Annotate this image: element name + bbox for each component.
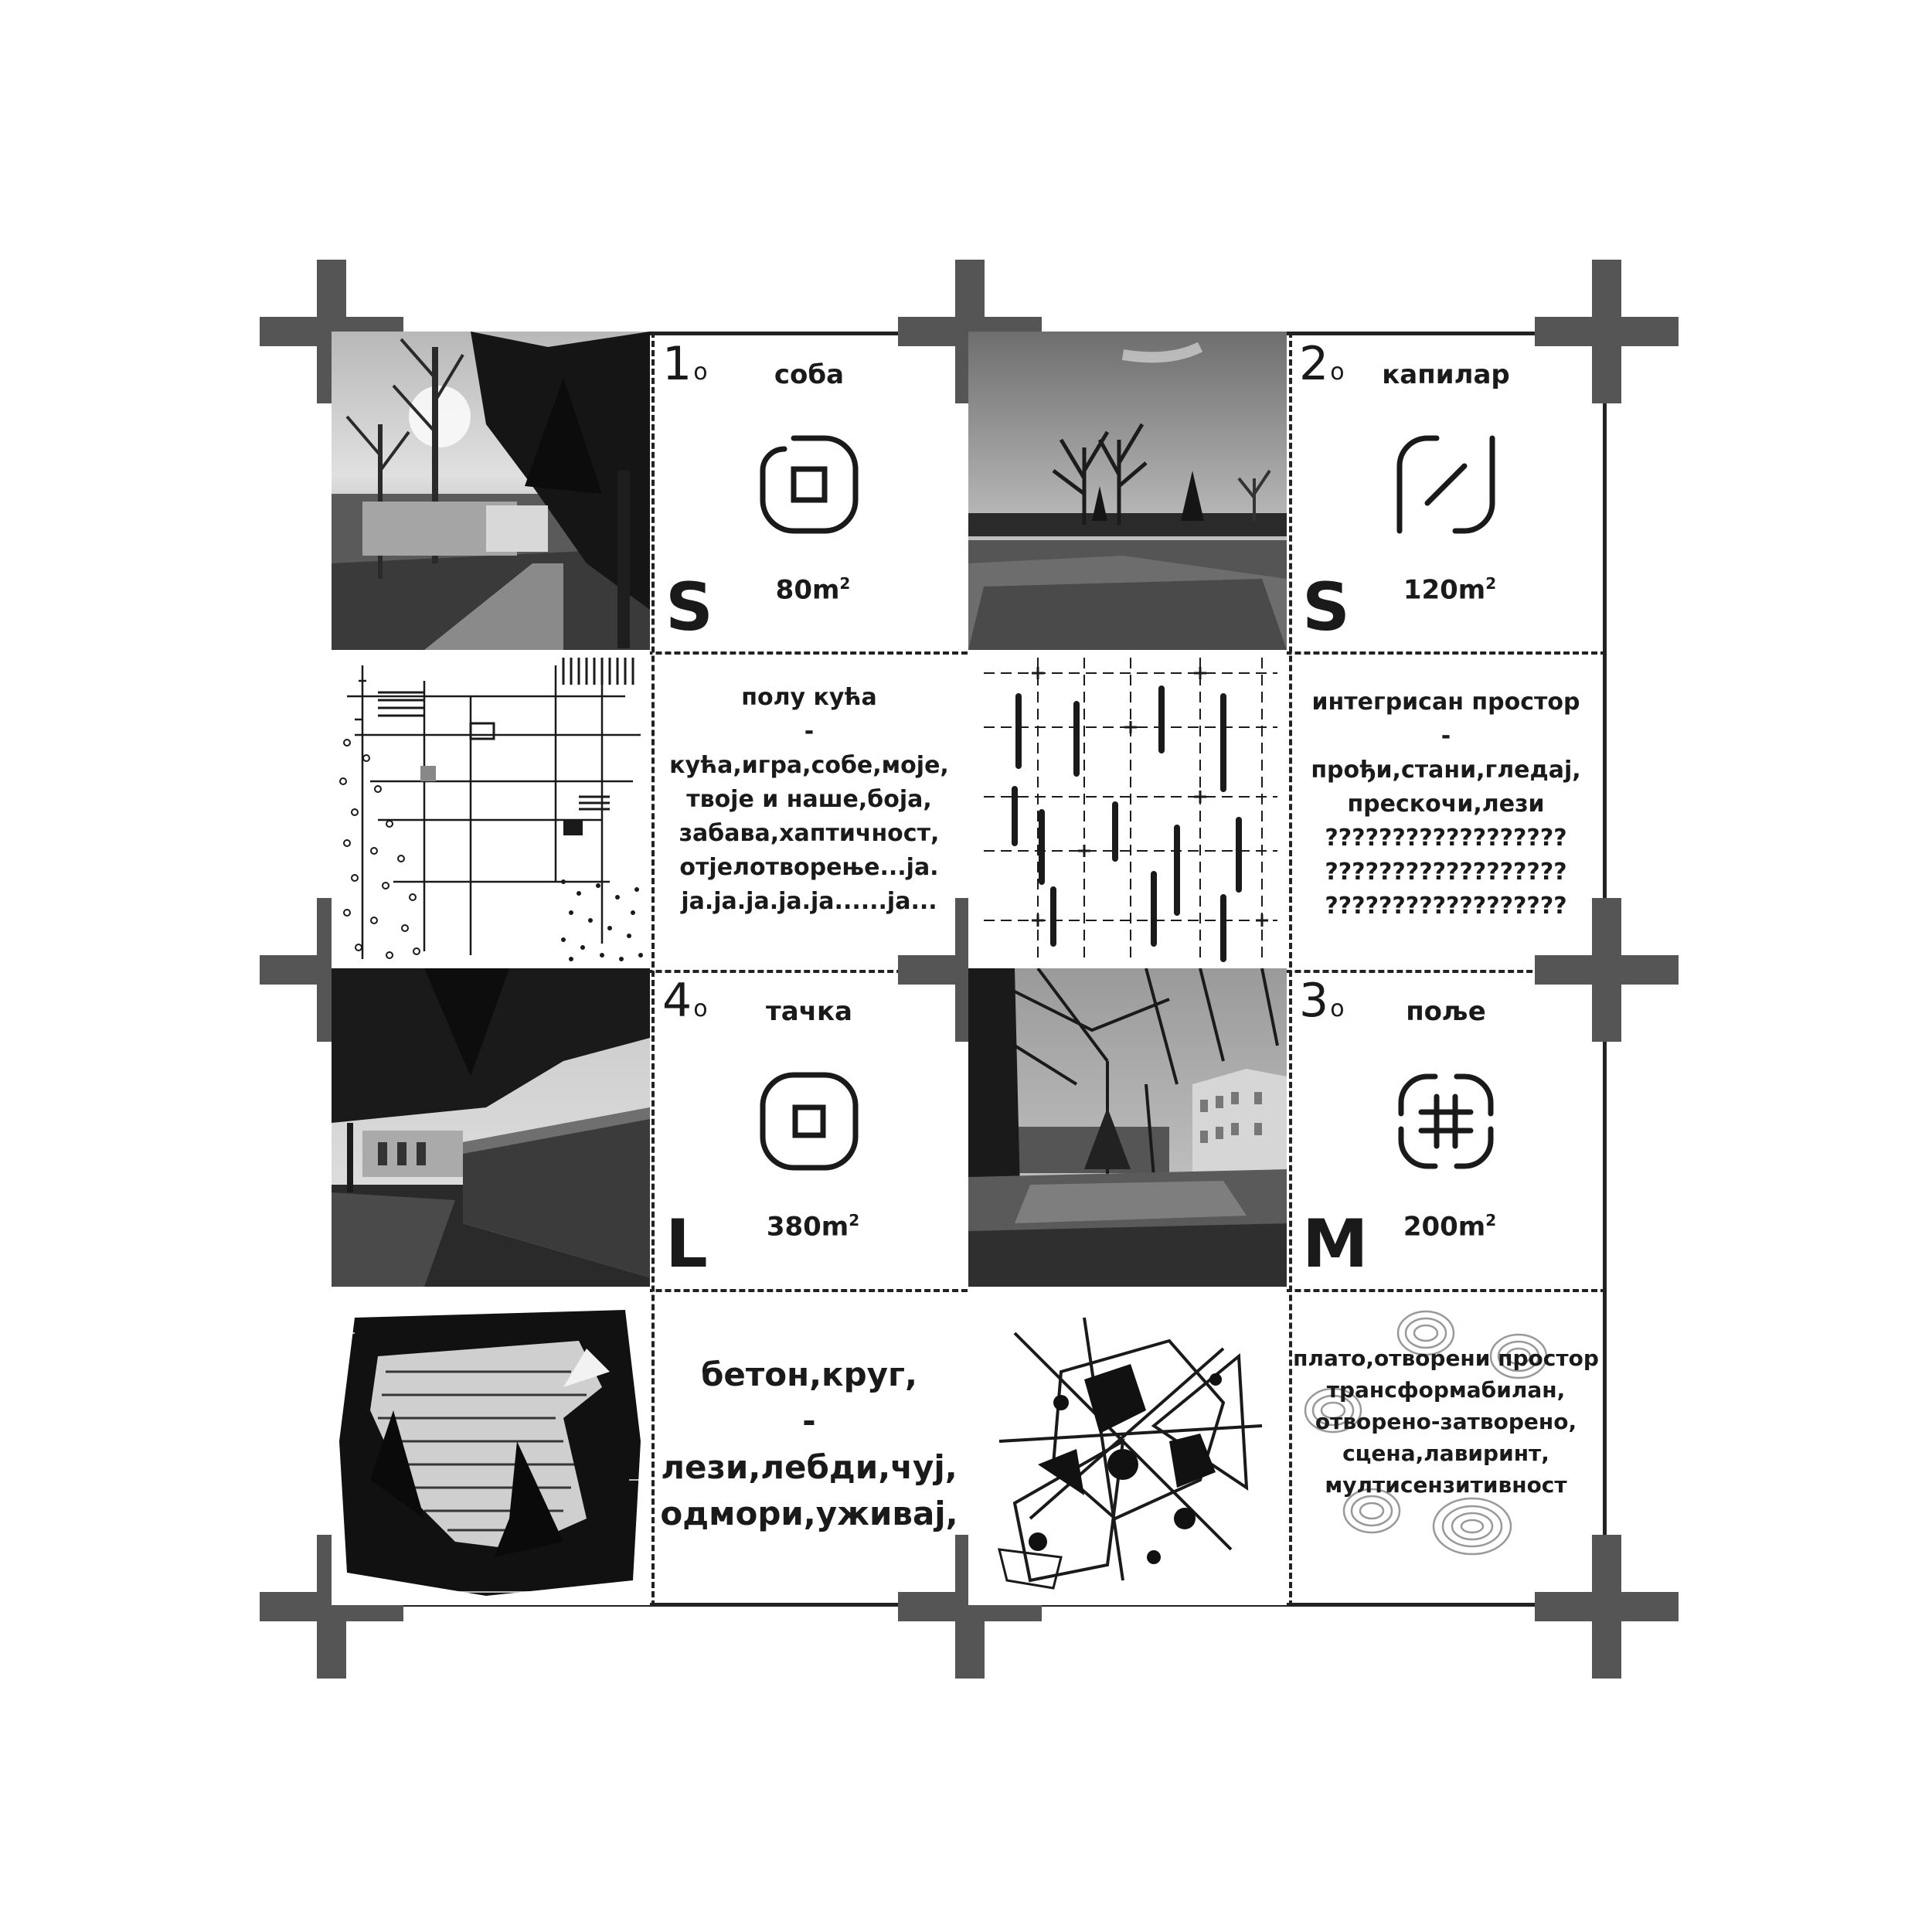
space-number: 4o — [662, 974, 708, 1028]
space-area: $380m^2$ — [766, 1211, 860, 1243]
size-label: L — [665, 1206, 708, 1283]
space-name: поље — [1406, 996, 1486, 1027]
field-grid-icon — [1393, 1069, 1498, 1174]
room-square-icon — [757, 432, 862, 537]
photo-park-trees — [332, 332, 650, 650]
description-text: полу кућа - кућа,игра,собе,моје, твоје и наше,боја, забава,хаптичност, отјелотворење...ја. ja.ja.ja.ja.ja......ja... — [669, 684, 949, 915]
texture-shattered-print — [968, 1287, 1287, 1605]
space-name: капилар — [1382, 359, 1510, 390]
description-text: бетон,круг, - лези,лебди,чуј, одмори,уживај, — [660, 1355, 958, 1532]
description-text: интегрисан простор - прођи,стани,гледај, прескочи,лези ?????????????????? ?????????????????? ?????????????????? — [1311, 689, 1581, 920]
space-card-2 — [1287, 332, 1605, 650]
space-card-1 — [650, 332, 968, 650]
photo-concrete-wall — [332, 968, 650, 1287]
space-card-4 — [650, 968, 968, 1287]
space-area: $120m^2$ — [1403, 574, 1497, 606]
space-area: $80m^2$ — [775, 574, 851, 606]
sketch-room-grid — [332, 650, 650, 968]
sketch-capillary-lines — [968, 650, 1287, 968]
description-card-3 — [1287, 1287, 1605, 1605]
description-card-2 — [1287, 650, 1605, 968]
board-grid — [332, 332, 1607, 1607]
size-label: M — [1302, 1206, 1369, 1283]
point-square-icon — [757, 1069, 862, 1174]
description-text: плато,отворени простор трансформабилан, отворено-затворено, сцена,лавиринт, мултисензитивност — [1293, 1345, 1599, 1498]
space-card-3 — [1287, 968, 1605, 1287]
space-name: тачка — [765, 996, 852, 1027]
space-area: $200m^2$ — [1403, 1211, 1497, 1243]
capillary-slash-icon — [1393, 432, 1498, 537]
description-card-4 — [650, 1287, 968, 1605]
size-label: S — [1302, 569, 1350, 646]
space-number: 2o — [1299, 337, 1345, 391]
photo-meadow-trees — [968, 332, 1287, 650]
space-number: 1o — [662, 337, 708, 391]
description-card-1 — [650, 650, 968, 968]
size-label: S — [665, 569, 713, 646]
photo-field-building — [968, 968, 1287, 1287]
texture-concrete-print — [332, 1287, 650, 1605]
space-name: соба — [774, 359, 845, 390]
space-number: 3o — [1299, 974, 1345, 1028]
